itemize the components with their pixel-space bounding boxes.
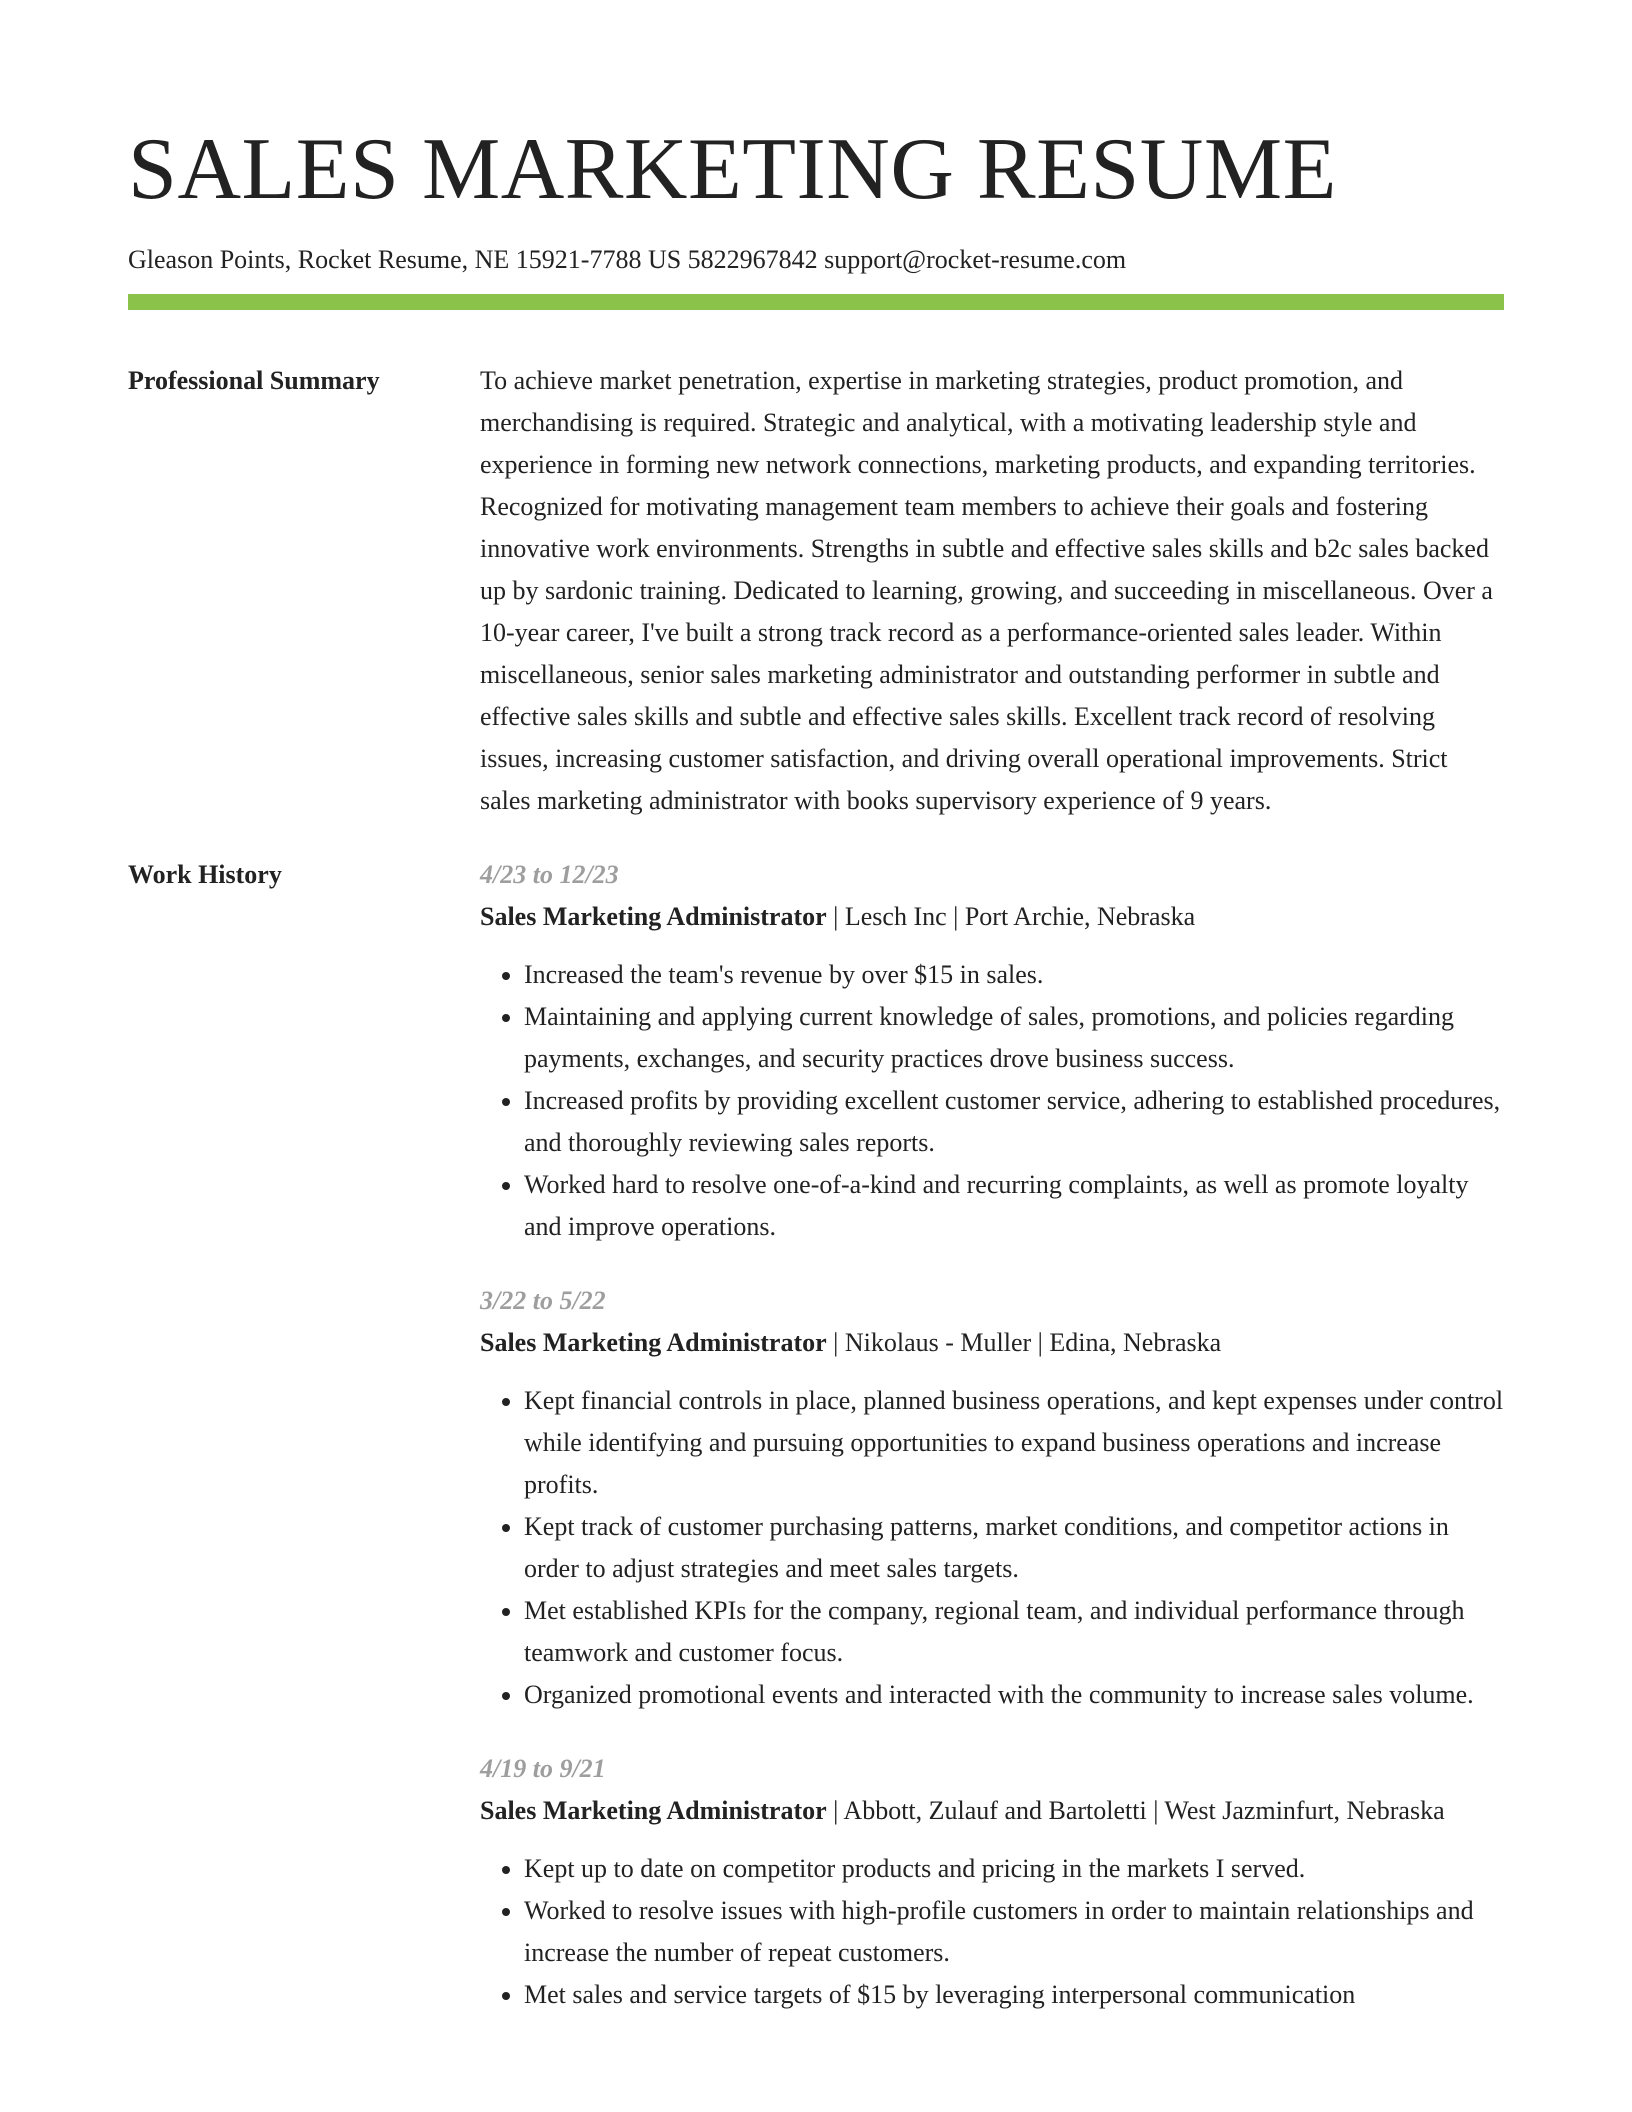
job-dates: 3/22 to 5/22 xyxy=(480,1286,606,1315)
section-label-work-history: Work History xyxy=(128,860,282,889)
job-title: Sales Marketing Administrator xyxy=(480,1328,827,1357)
job-bullet: • Kept financial controls in place, planned business operations, and kept expenses under control while identifying and pursuing opportunities to expand business operations and increase profits. xyxy=(524,1380,1504,1506)
resume-name: SALES MARKETING RESUME xyxy=(128,121,1337,218)
job-bullet-list xyxy=(480,954,1504,1248)
job-bullet: • Increased the team's revenue by over $15 in sales. xyxy=(524,954,1504,996)
job-title: Sales Marketing Administrator xyxy=(480,902,827,931)
professional-summary-section xyxy=(128,360,1504,822)
job-entry xyxy=(480,1280,1504,1716)
job-bullet: • Met established KPIs for the company, regional team, and individual performance through teamwork and customer focus. xyxy=(524,1590,1504,1674)
job-bullet-list xyxy=(480,1380,1504,1716)
section-label-professional-summary: Professional Summary xyxy=(128,366,380,395)
job-dates: 4/19 to 9/21 xyxy=(480,1754,606,1783)
header-divider xyxy=(128,294,1504,310)
job-details: | Lesch Inc | Port Archie, Nebraska xyxy=(826,902,1196,931)
job-bullet: • Met sales and service targets of $15 by leveraging interpersonal communication xyxy=(524,1974,1504,2016)
job-entry xyxy=(480,854,1504,1248)
professional-summary-body xyxy=(480,360,1504,822)
job-bullet: • Worked to resolve issues with high-profile customers in order to maintain relationships and increase the number of repeat customers. xyxy=(524,1890,1504,1974)
job-bullet: • Worked hard to resolve one-of-a-kind and recurring complaints, as well as promote loyalty and improve operations. xyxy=(524,1164,1504,1248)
job-title-line xyxy=(480,1322,1504,1364)
resume-page xyxy=(128,0,1504,2048)
job-title-line xyxy=(480,896,1504,938)
work-history-section xyxy=(128,854,1504,2048)
job-bullet: • Kept track of customer purchasing patterns, market conditions, and competitor actions in order to adjust strategies and meet sales targets. xyxy=(524,1506,1504,1590)
job-title: Sales Marketing Administrator xyxy=(480,1796,827,1825)
job-title-line xyxy=(480,1790,1504,1832)
job-details: | Abbott, Zulauf and Bartoletti | West Jazminfurt, Nebraska xyxy=(826,1796,1445,1825)
job-bullet: • Increased profits by providing excellent customer service, adhering to established procedures, and thoroughly reviewing sales reports. xyxy=(524,1080,1504,1164)
contact-line: Gleason Points, Rocket Resume, NE 15921-7788 US 5822967842 support@rocket-resume.com xyxy=(128,245,1127,274)
work-history-body xyxy=(480,854,1504,2048)
job-bullet: • Organized promotional events and interacted with the community to increase sales volume. xyxy=(524,1674,1504,1716)
job-entry xyxy=(480,1748,1504,2016)
job-bullet: • Maintaining and applying current knowledge of sales, promotions, and policies regarding payments, exchanges, and security practices drove business success. xyxy=(524,996,1504,1080)
summary-text: To achieve market penetration, expertise in marketing strategies, product promotion, and merchandising is required. Strategic and analytical, with a motivating leadership style and experience in forming new network connections, marketing products, and expanding territories. Recognized for motivating management team members to achieve their goals and fostering innovative work environments. Strengths in subtle and effective sales skills and b2c sales backed up by sardonic training. Dedicated to learning, growing, and succeeding in miscellaneous. Over a 10-year career, I've built a strong track record as a performance-oriented sales leader. Within miscellaneous, senior sales marketing administrator and outstanding performer in subtle and effective sales skills and subtle and effective sales skills. Excellent track record of resolving issues, increasing customer satisfaction, and driving overall operational improvements. Strict sales marketing administrator with books supervisory experience of 9 years. xyxy=(480,366,1493,815)
job-bullet-list xyxy=(480,1848,1504,2016)
job-details: | Nikolaus - Muller | Edina, Nebraska xyxy=(826,1328,1222,1357)
job-dates: 4/23 to 12/23 xyxy=(480,860,619,889)
job-bullet: • Kept up to date on competitor products and pricing in the markets I served. xyxy=(524,1848,1504,1890)
